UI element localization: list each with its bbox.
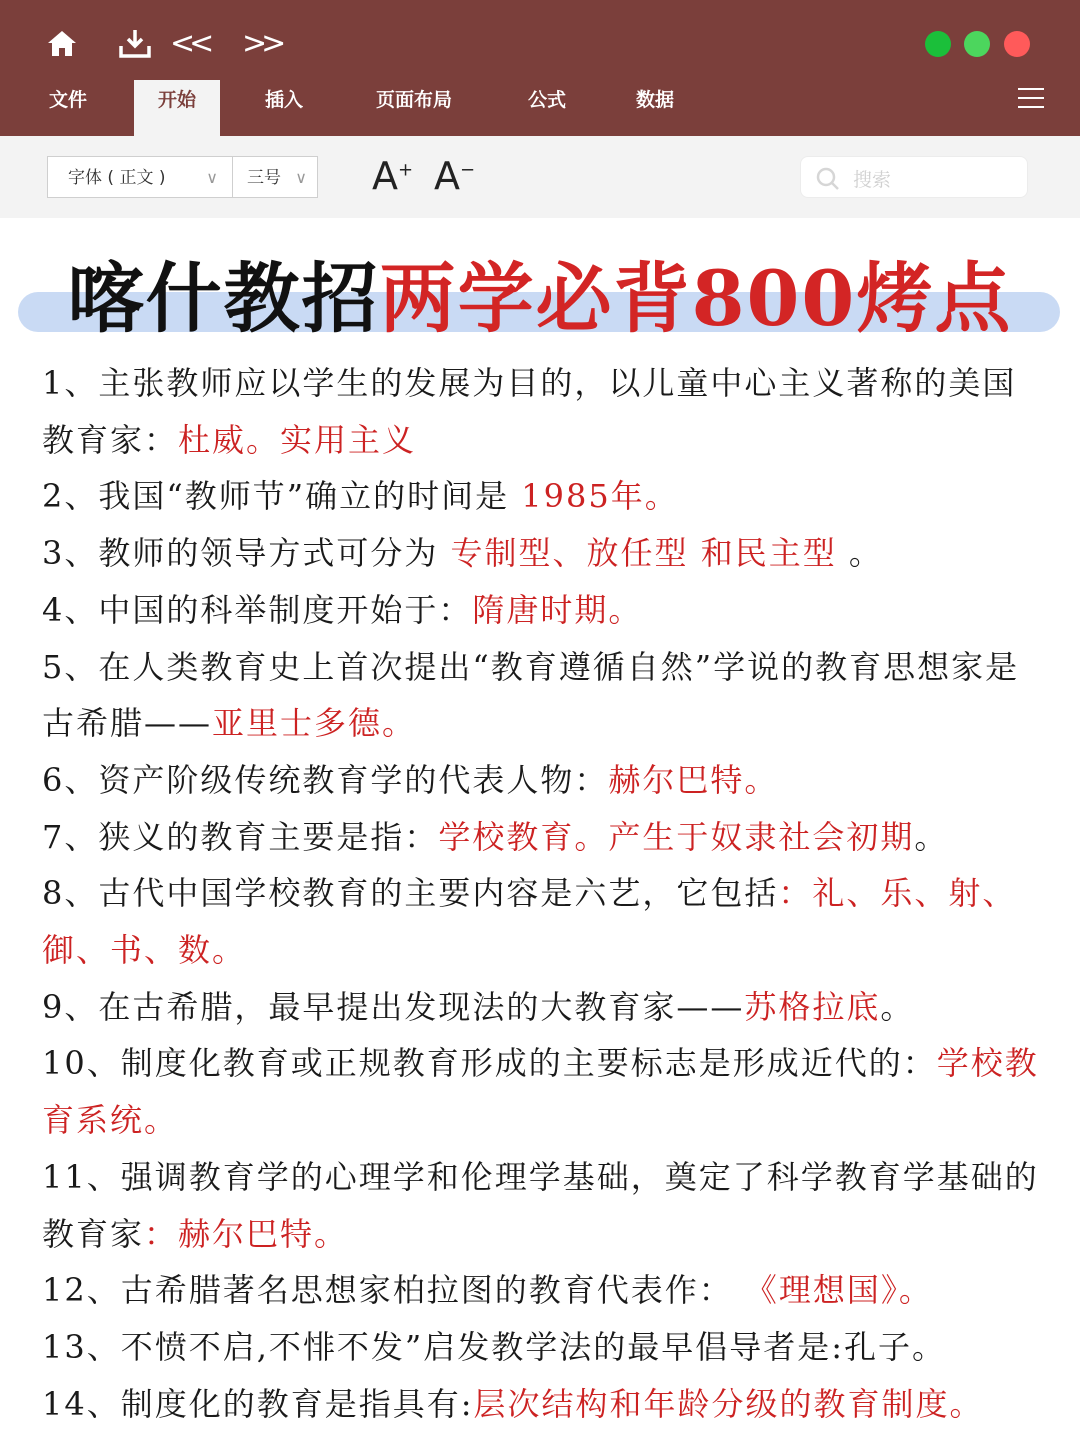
item-question: 3、教师的领导方式可分为 (42, 534, 451, 573)
title-red: 两学必背800烤点 (379, 254, 1013, 343)
list-item (42, 865, 1042, 978)
item-question: 12、古希腊著名思想家柏拉图的教育代表作： (42, 1271, 745, 1310)
item-question: 2、我国“教师节”确立的时间是 (42, 477, 522, 516)
tab-file[interactable]: 文件 (48, 89, 87, 111)
list-item (42, 752, 1042, 809)
item-tail: 。 (914, 817, 949, 856)
menu-icon[interactable] (1018, 86, 1044, 110)
list-item (42, 582, 1042, 639)
item-answer: 层次结构和年龄分级的教育制度。 (473, 1384, 984, 1423)
list-item (42, 979, 1042, 1036)
item-answer: ：礼、乐、射、御、书、数。 (42, 874, 1017, 970)
item-question: 13、不愤不启,不悱不发”启发教学法的最早倡导者是:孔子。 (42, 1327, 947, 1366)
window-dot-lime[interactable] (964, 31, 990, 57)
item-question: 1、主张教师应以学生的发展为目的，以儿童中心主义著称的美国教育家： (42, 364, 1017, 459)
list-item (42, 355, 1042, 468)
item-answer: 学校教育系统。 (42, 1044, 1039, 1140)
item-answer: 专制型、放任型 和民主型 (450, 534, 837, 573)
increase-font-label: A (372, 154, 398, 198)
list-item (42, 1149, 1042, 1262)
search-input[interactable] (800, 156, 1028, 198)
item-question: 4、中国的科举制度开始于： (42, 590, 473, 629)
download-icon[interactable] (118, 28, 152, 58)
item-answer: 赫尔巴特。 (608, 760, 779, 799)
item-answer: 学校教育。产生于奴隶社会初期 (438, 817, 915, 856)
nav-back-icon[interactable]: << (170, 26, 209, 61)
home-icon[interactable] (46, 28, 78, 58)
item-question: 9、在古希腊，最早提出发现法的大教育家—— (42, 987, 745, 1026)
font-size-select[interactable] (232, 156, 318, 198)
item-question: 6、资产阶级传统教育学的代表人物： (42, 760, 609, 799)
item-answer: 杜威。实用主义 (178, 420, 417, 459)
tab-page-layout[interactable]: 页面布局 (375, 89, 452, 111)
page-title (0, 238, 1080, 347)
item-answer: ：赫尔巴特。 (144, 1214, 349, 1253)
chevron-down-icon: ∨ (295, 168, 307, 187)
item-question: 14、制度化的教育是指具有: (42, 1384, 474, 1423)
search-placeholder: 搜索 (853, 169, 892, 191)
search-icon (815, 166, 841, 192)
decrease-font-button[interactable]: A− (434, 154, 476, 198)
window-dot-green[interactable] (925, 31, 951, 57)
title-black: 喀什教招 (67, 254, 380, 343)
tab-home[interactable]: 开始 (134, 80, 220, 136)
item-tail: 。 (880, 987, 915, 1026)
title-bar (0, 0, 1080, 136)
list-item (42, 1035, 1042, 1148)
decrease-font-label: A (434, 154, 460, 198)
item-question: 5、在人类教育史上首次提出“教育遵循自然”学说的教育思想家是古希腊—— (42, 647, 1020, 743)
tab-data[interactable]: 数据 (635, 89, 674, 111)
list-item (42, 525, 1042, 582)
item-question: 10、制度化教育或正规教育形成的主要标志是形成近代的： (42, 1044, 937, 1083)
tab-formula[interactable]: 公式 (527, 89, 566, 111)
window-dot-red[interactable] (1004, 31, 1030, 57)
nav-forward-icon[interactable]: >> (242, 26, 281, 61)
item-answer: 苏格拉底 (744, 987, 881, 1026)
chevron-down-icon: ∨ (206, 168, 218, 187)
item-answer: 隋唐时期。 (472, 590, 643, 629)
increase-font-button[interactable]: A+ (372, 154, 414, 198)
list-item (42, 809, 1042, 866)
format-toolbar (0, 136, 1080, 218)
font-size-value: 三号 (247, 168, 281, 188)
item-question: 8、古代中国学校教育的主要内容是六艺，它包括 (42, 874, 779, 913)
list-item (42, 1376, 1042, 1433)
tab-insert[interactable]: 插入 (264, 89, 303, 111)
document-body (42, 355, 1042, 1432)
list-item (42, 639, 1042, 752)
font-family-select[interactable] (47, 156, 233, 198)
list-item (42, 468, 1042, 525)
list-item (42, 1319, 1042, 1376)
list-item (42, 1262, 1042, 1319)
item-question: 11、强调教育学的心理学和伦理学基础，奠定了科学教育学基础的教育家 (42, 1157, 1039, 1253)
font-family-value: 字体 ( 正文 ) (68, 168, 166, 188)
item-answer: 《理想国》。 (744, 1271, 933, 1310)
item-tail: 。 (836, 534, 883, 573)
item-answer: 亚里士多德。 (212, 704, 417, 743)
item-question: 7、狭义的教育主要是指： (42, 817, 439, 856)
item-answer: 1985年。 (521, 477, 679, 516)
